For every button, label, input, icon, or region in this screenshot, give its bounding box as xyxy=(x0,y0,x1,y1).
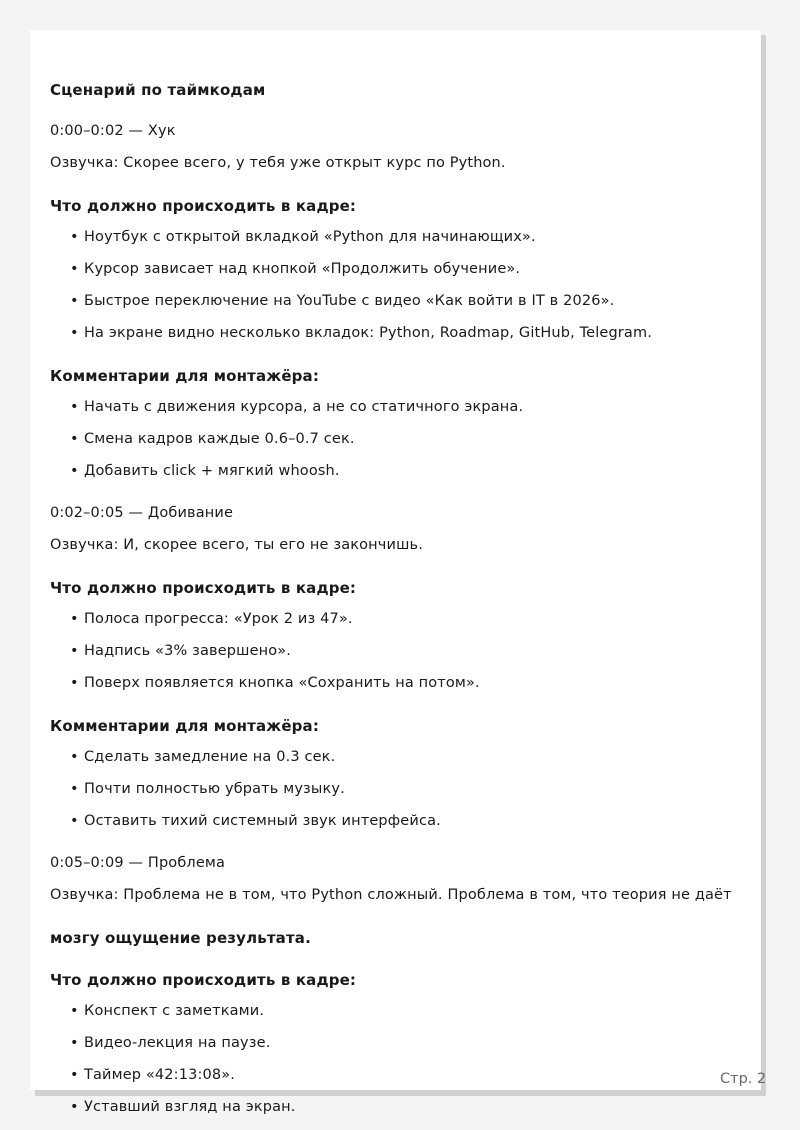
list-item xyxy=(70,291,614,311)
list-item-text: Видео-лекция на паузе. xyxy=(84,1035,271,1051)
list-item-text: Полоса прогресса: «Урок 2 из 47». xyxy=(84,611,353,627)
bullet-icon: • xyxy=(70,813,79,829)
bullet-icon: • xyxy=(70,399,79,415)
list-item xyxy=(70,1065,235,1085)
list-item-text: На экране видно несколько вкладок: Python, Roadmap, GitHub, Telegram. xyxy=(84,325,652,341)
bullet-icon: • xyxy=(70,229,79,245)
list-item-text: Ноутбук с открытой вкладкой «Python для начинающих». xyxy=(84,229,536,245)
list-item-text: Почти полностью убрать музыку. xyxy=(84,781,345,797)
list-item xyxy=(70,1001,264,1021)
segment-3-voiceover-continued: мозгу ощущение результата. xyxy=(50,929,311,947)
segment-1-timecode: 0:00–0:02 — Хук xyxy=(50,123,176,139)
bullet-icon: • xyxy=(70,611,79,627)
bullet-icon: • xyxy=(70,325,79,341)
bullet-icon: • xyxy=(70,781,79,797)
bullet-icon: • xyxy=(70,1099,79,1115)
segment-1-frame-heading: Что должно происходить в кадре: xyxy=(50,197,357,215)
segment-2-frame-heading: Что должно происходить в кадре: xyxy=(50,579,357,597)
list-item-text: Оставить тихий системный звук интерфейса. xyxy=(84,813,441,829)
list-item xyxy=(70,811,441,831)
list-item xyxy=(70,673,480,693)
list-item xyxy=(70,227,536,247)
segment-3-timecode: 0:05–0:09 — Проблема xyxy=(50,855,226,871)
bullet-icon: • xyxy=(70,463,79,479)
list-item xyxy=(70,429,355,449)
segment-3-voiceover: Озвучка: Проблема не в том, что Python сложный. Проблема в том, что теория не даёт xyxy=(50,887,732,903)
list-item-text: Начать с движения курсора, а не со статичного экрана. xyxy=(84,399,524,415)
bullet-icon: • xyxy=(70,293,79,309)
list-item-text: Смена кадров каждые 0.6–0.7 сек. xyxy=(84,431,355,447)
page-number: Стр. 2 xyxy=(720,1071,767,1087)
list-item-text: Таймер «42:13:08». xyxy=(84,1067,236,1083)
list-item-text: Сделать замедление на 0.3 сек. xyxy=(84,749,336,765)
document-content xyxy=(50,0,770,1130)
list-item-text: Добавить click + мягкий whoosh. xyxy=(84,463,340,479)
segment-1-editor-heading: Комментарии для монтажёра: xyxy=(50,367,319,385)
segment-3-frame-heading: Что должно происходить в кадре: xyxy=(50,971,357,989)
list-item-text: Быстрое переключение на YouTube с видео «Как войти в IT в 2026». xyxy=(84,293,615,309)
list-item xyxy=(70,1097,296,1117)
list-item xyxy=(70,1033,270,1053)
list-item xyxy=(70,323,652,343)
list-item xyxy=(70,397,523,417)
segment-2-timecode: 0:02–0:05 — Добивание xyxy=(50,505,234,521)
list-item-text: Надпись «3% завершено». xyxy=(84,643,292,659)
list-item xyxy=(70,259,520,279)
list-item xyxy=(70,461,340,481)
segment-2-voiceover: Озвучка: И, скорее всего, ты его не закончишь. xyxy=(50,537,423,553)
list-item xyxy=(70,609,353,629)
bullet-icon: • xyxy=(70,749,79,765)
segment-2-editor-heading: Комментарии для монтажёра: xyxy=(50,717,319,735)
list-item-text: Поверх появляется кнопка «Сохранить на потом». xyxy=(84,675,480,691)
bullet-icon: • xyxy=(70,1035,79,1051)
bullet-icon: • xyxy=(70,643,79,659)
segment-1-voiceover: Озвучка: Скорее всего, у тебя уже открыт курс по Python. xyxy=(50,155,506,171)
bullet-icon: • xyxy=(70,1003,79,1019)
list-item xyxy=(70,779,345,799)
list-item-text: Курсор зависает над кнопкой «Продолжить обучение». xyxy=(84,261,521,277)
bullet-icon: • xyxy=(70,261,79,277)
list-item-text: Конспект с заметками. xyxy=(84,1003,265,1019)
bullet-icon: • xyxy=(70,1067,79,1083)
list-item xyxy=(70,641,291,661)
bullet-icon: • xyxy=(70,675,79,691)
bullet-icon: • xyxy=(70,431,79,447)
list-item-text: Уставший взгляд на экран. xyxy=(84,1099,296,1115)
document-title: Сценарий по таймкодам xyxy=(50,81,266,99)
list-item xyxy=(70,747,335,767)
